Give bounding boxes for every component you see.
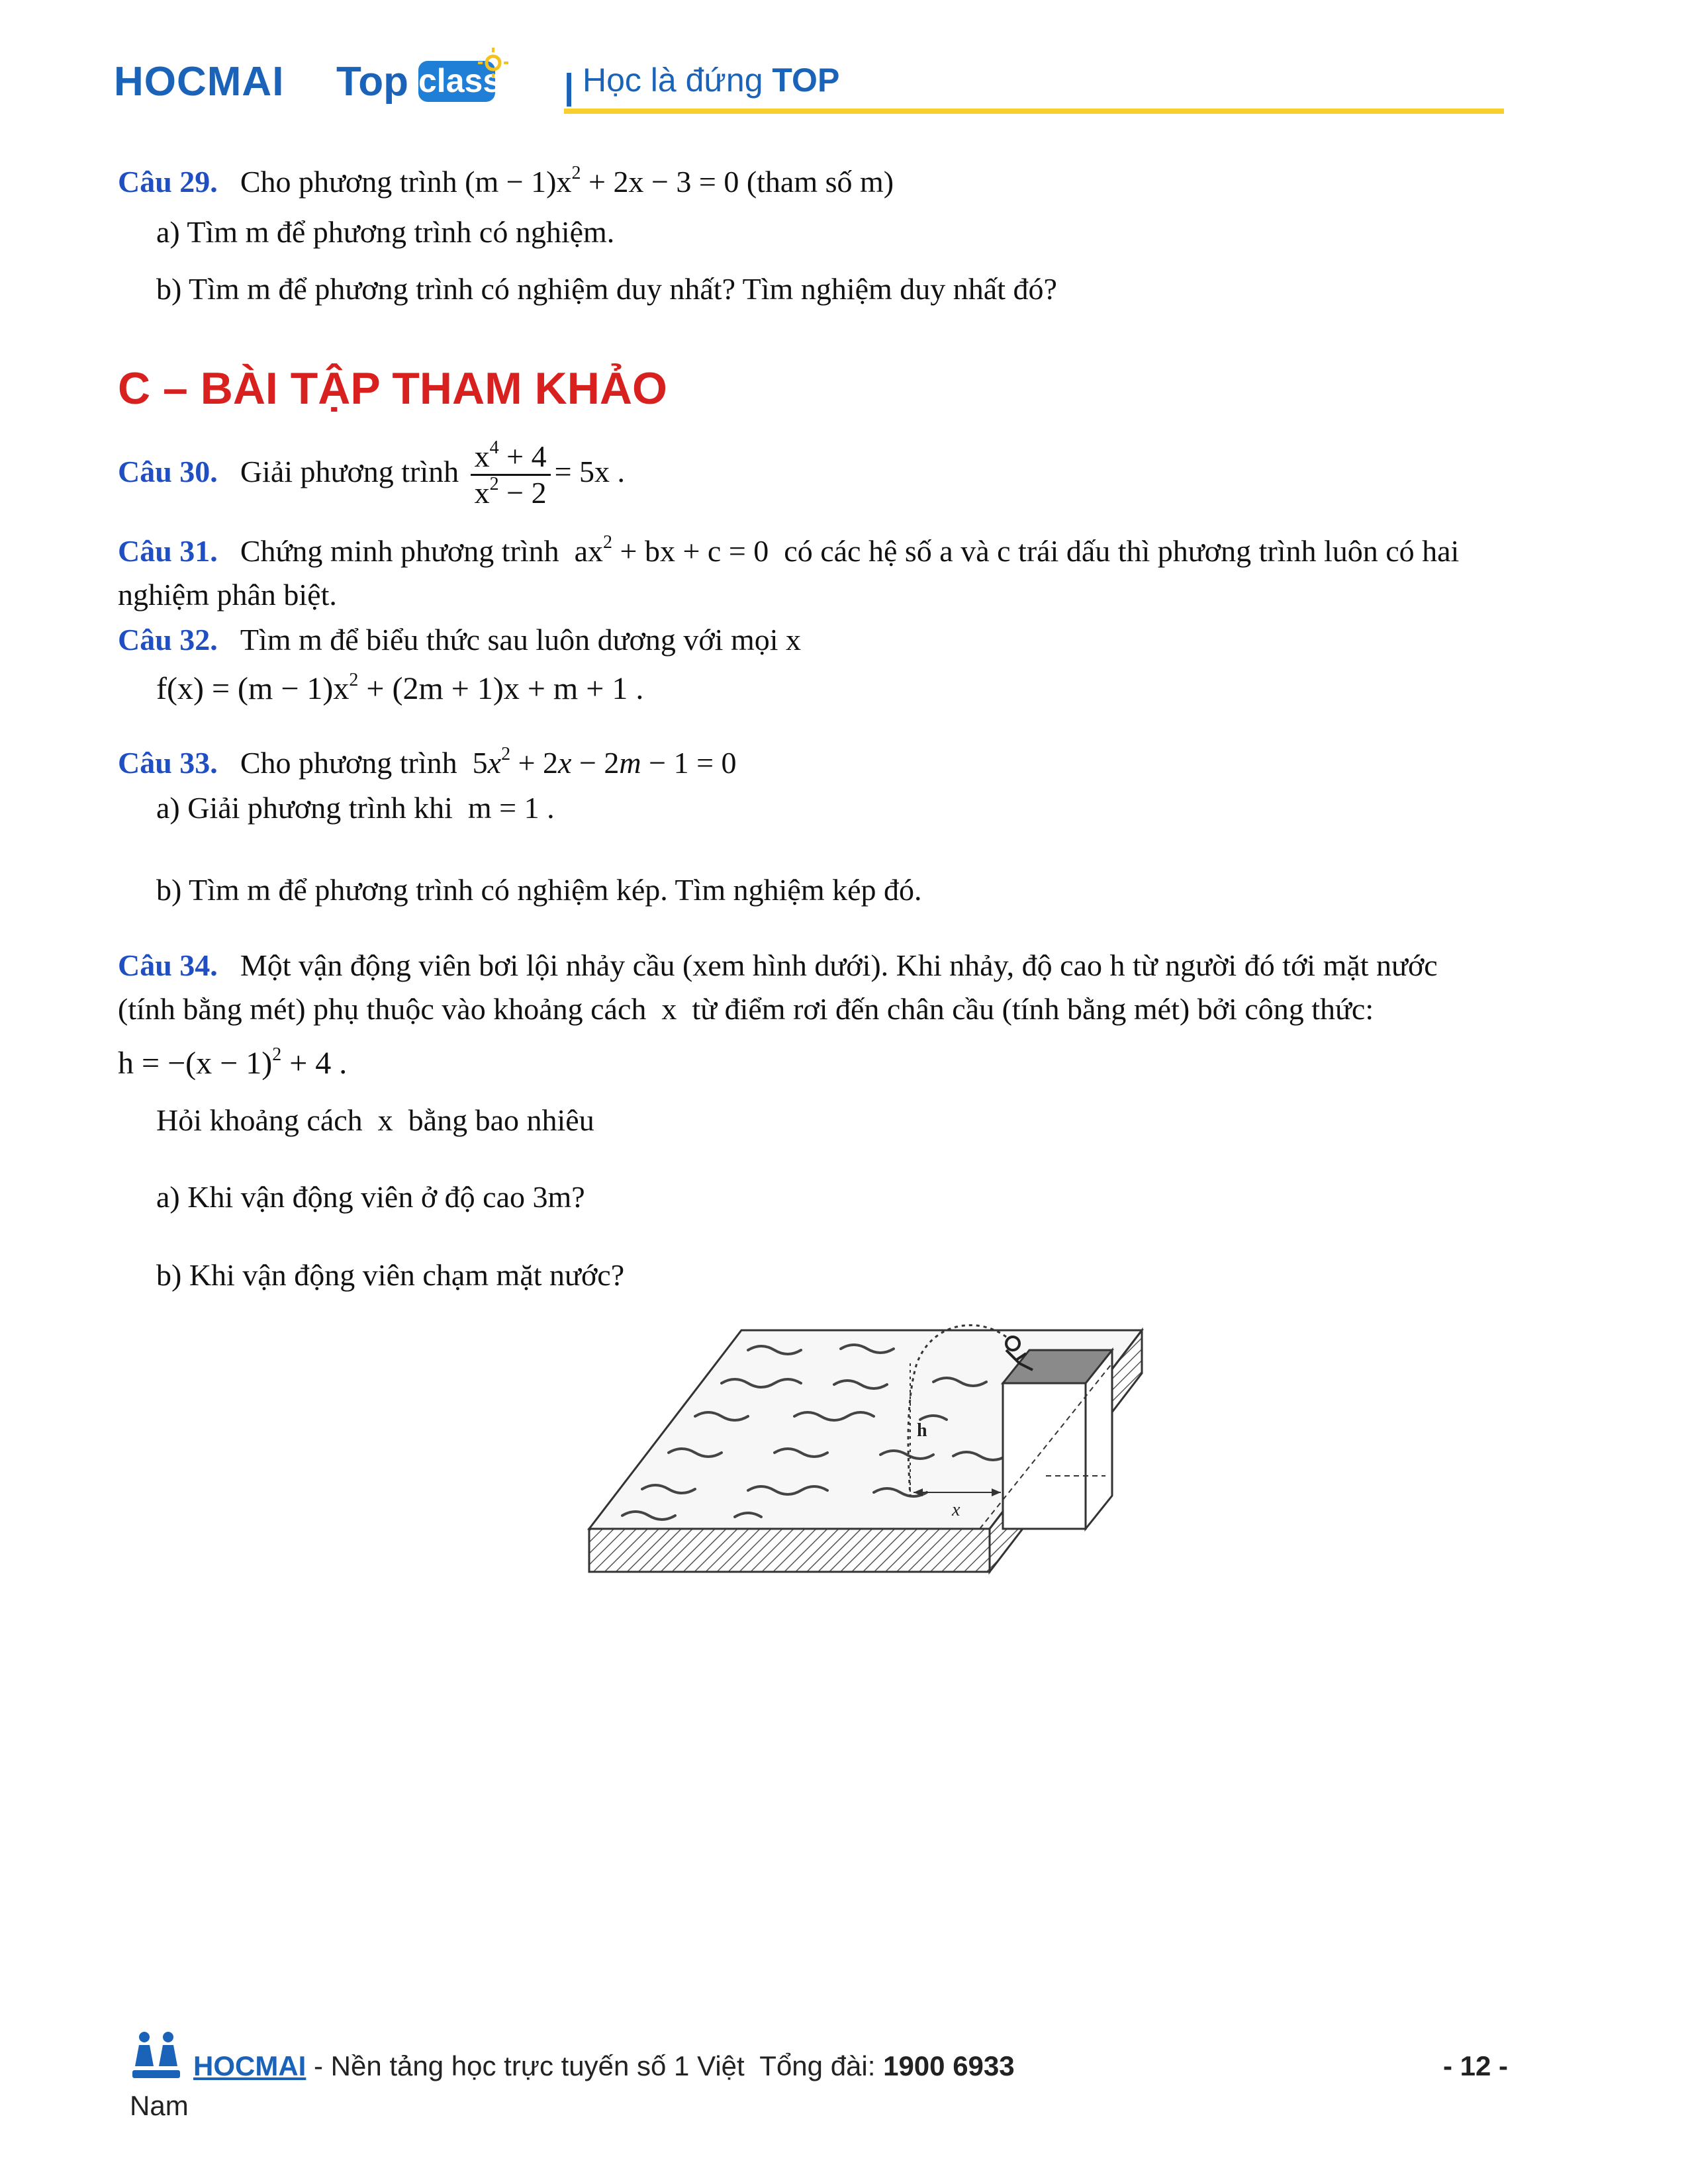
question-32 [118, 621, 801, 659]
question-text: có các hệ số a và c trái dấu thì phương trình luôn có hai [784, 534, 1460, 568]
logo-hocmai-text: HOCMAI [114, 59, 285, 105]
page-number: - 12 - [1443, 2050, 1509, 2081]
question-34-part-a: a) Khi vận động viên ở độ cao 3m? [156, 1180, 585, 1214]
question-30 [118, 439, 625, 510]
question-number: Câu 33. [118, 746, 218, 780]
question-33-part-a [156, 789, 555, 827]
tagline-emphasis: TOP [772, 62, 840, 99]
footer-description: - Nền tảng học trực tuyến số 1 Việt [314, 2050, 745, 2081]
question-31 [118, 532, 1574, 570]
question-34 [118, 946, 1574, 985]
section-title: C – BÀI TẬP THAM KHẢO [118, 363, 667, 414]
line-2-a: (tính bằng mét) phụ thuộc vào khoảng cách [118, 992, 647, 1026]
question-34-prompt [156, 1101, 594, 1140]
question-number: Câu 31. [118, 534, 218, 568]
condition: m = 1 . [460, 791, 555, 825]
header-divider [564, 109, 1504, 114]
line-2-b: từ điểm rơi đến chân cầu (tính bằng mét) bởi công thức: [692, 992, 1374, 1026]
question-number: Câu 30. [118, 455, 218, 489]
tagline-prefix: Học là đứng [583, 62, 763, 99]
figure-label-x: x [952, 1500, 961, 1520]
diving-figure [583, 1324, 1145, 1582]
question-29-part-a: a) Tìm m để phương trình có nghiệm. [156, 215, 615, 249]
footer-text-wrap: Nam [130, 2090, 189, 2121]
part-a-text: a) Giải phương trình khi [156, 791, 453, 825]
question-number: Câu 29. [118, 165, 218, 199]
question-line-1: Một vận động viên bơi lội nhảy cầu (xem hình dưới). Khi nhảy, độ cao h từ người đó tới mặt nước [240, 948, 1438, 982]
question-number: Câu 34. [118, 948, 218, 982]
question-intro: Cho phương trình [240, 746, 457, 780]
question-34-part-b: b) Khi vận động viên chạm mặt nước? [156, 1258, 625, 1292]
equation-rhs: = 5x . [554, 455, 626, 489]
logo-top-text: Top [336, 59, 409, 105]
tower-front [1003, 1383, 1086, 1529]
equation: $5x^2 + 2x - 2m - 1 = 0$ [465, 744, 737, 780]
footer-logo-icon [130, 2029, 183, 2082]
question-29 [118, 163, 894, 201]
figure-label-h: h [917, 1420, 927, 1441]
footer-hotline-label: Tổng đài: [759, 2050, 876, 2081]
logo-sun-icon [477, 46, 510, 79]
tagline [583, 61, 839, 99]
footer-brand-link[interactable]: HOCMAI [193, 2050, 306, 2081]
fraction: $\frac{x^4 + 4}{x^2 - 2}$ [471, 439, 551, 510]
param-note: (tham số m) [746, 165, 894, 199]
question-34-line-2 [118, 990, 1574, 1028]
variable-x: x [370, 1103, 401, 1137]
question-intro: Cho phương trình [240, 165, 457, 199]
pool-front-side [589, 1529, 990, 1572]
footer-text [193, 2050, 1015, 2082]
question-number: Câu 32. [118, 623, 218, 657]
equation: $ax^2$ + bx + c = 0 [567, 532, 776, 568]
question-33-part-b: b) Tìm m để phương trình có nghiệm kép. Tìm nghiệm kép đó. [156, 873, 922, 907]
question-34-formula: $h = -(x - 1)^2 + 4$ . [118, 1044, 348, 1081]
question-intro: Tìm m để biểu thức sau luôn dương với mọi x [240, 623, 802, 657]
logo-class-badge: class [418, 61, 495, 102]
question-33 [118, 744, 737, 782]
equation: $(m - 1)x^2 + 2x - 3 = 0$ [465, 163, 739, 199]
prompt-a: Hỏi khoảng cách [156, 1103, 363, 1137]
question-29-part-b: b) Tìm m để phương trình có nghiệm duy nhất? Tìm nghiệm duy nhất đó? [156, 272, 1057, 306]
footer-hotline: 1900 6933 [883, 2050, 1015, 2081]
variable-x: x [653, 992, 684, 1026]
question-32-expression: $f(x) = (m - 1)x^2 + (2m + 1)x + m + 1$ . [156, 670, 644, 706]
tagline-separator: | [564, 67, 575, 107]
question-intro: Giải phương trình [240, 455, 459, 489]
question-31-line-2: nghiệm phân biệt. [118, 578, 337, 612]
question-intro: Chứng minh phương trình [240, 534, 559, 568]
prompt-b: bằng bao nhiêu [408, 1103, 594, 1137]
